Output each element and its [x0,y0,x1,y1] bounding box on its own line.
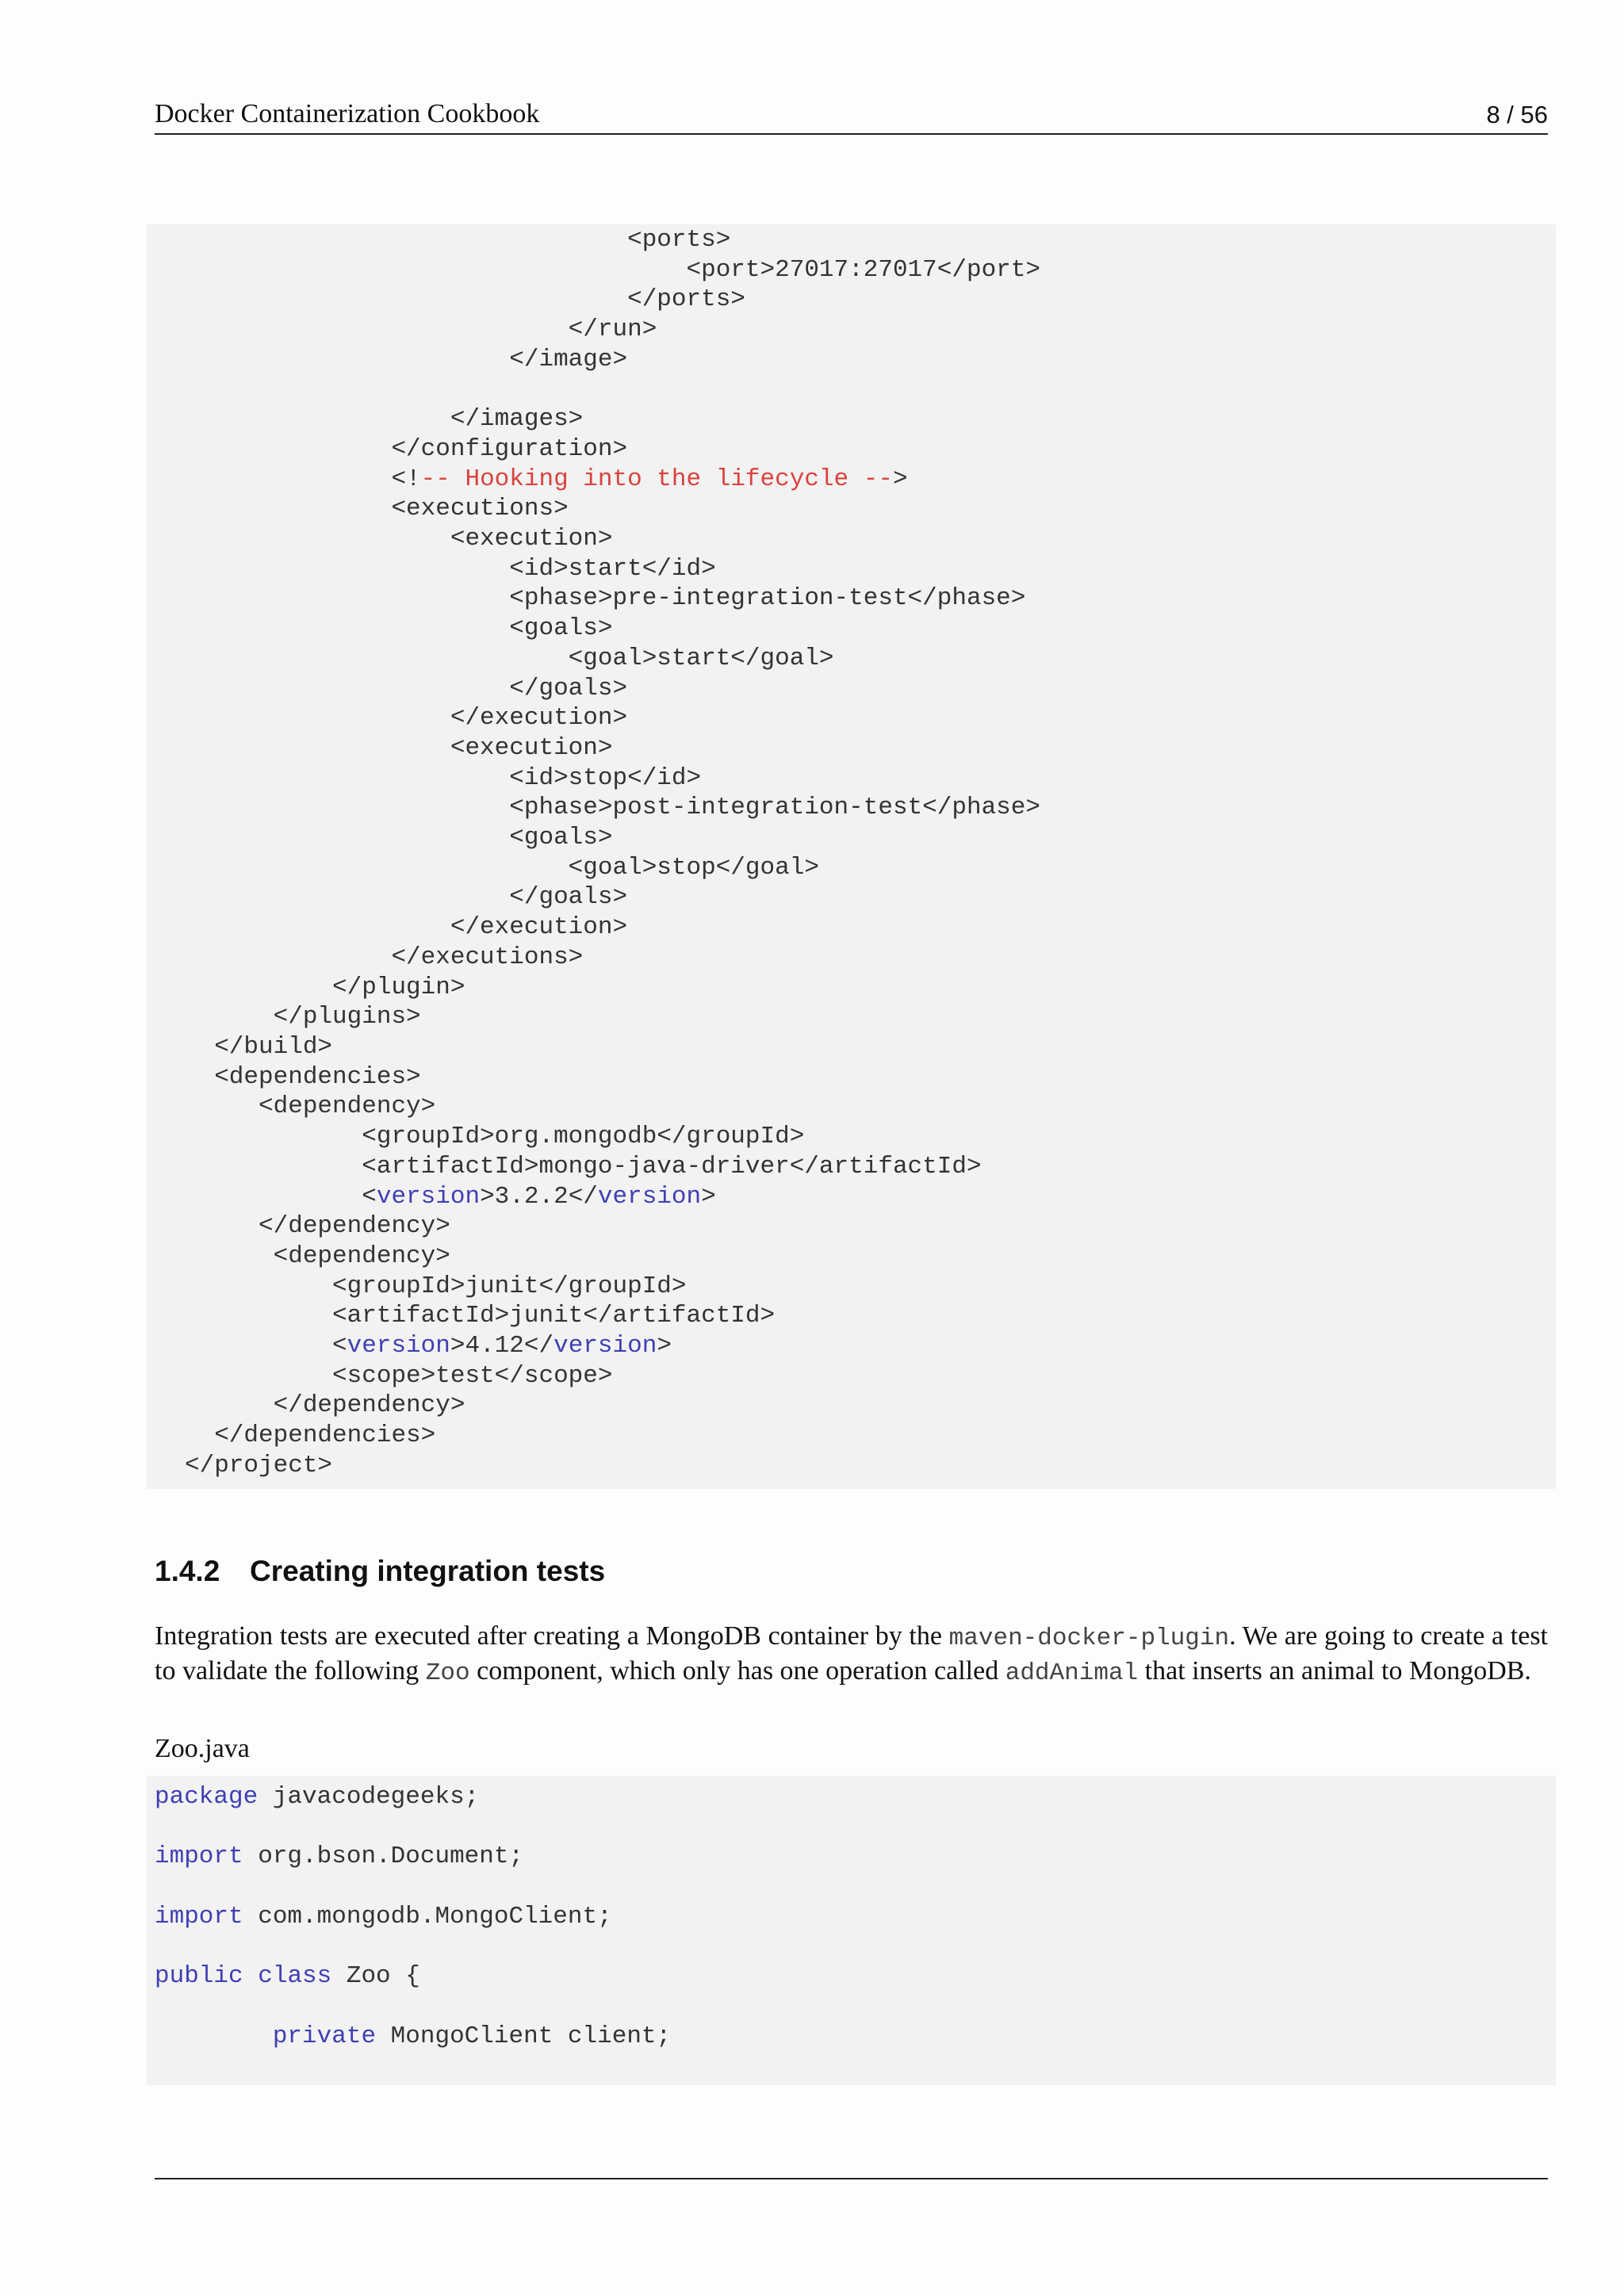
code-line: <id>start</id> [185,554,716,583]
code-line: <phase>post-integration-test</phase> [185,794,1040,822]
code-line: <goals> [185,614,613,643]
section-number: 1.4.2 [155,1555,220,1587]
section-title: Creating integration tests [250,1555,606,1587]
java-code-listing [155,1782,671,2051]
code-line: <phase>pre-integration-test</phase> [185,584,1026,613]
code-line: <version>3.2.2</version> [185,1182,716,1211]
code-line: <goal>start</goal> [185,644,834,672]
code-line: package javacodegeeks; [155,1783,480,1811]
page-header [155,95,1548,135]
code-line: <version>4.12</version> [185,1332,672,1360]
section-heading [155,1554,605,1589]
code-line: <groupId>junit</groupId> [185,1272,687,1300]
code-line: </goals> [185,674,628,702]
code-line: import org.bson.Document; [155,1843,524,1871]
code-line: <artifactId>mongo-java-driver</artifactId> [185,1152,982,1181]
paragraph-text: . We are going to create a test to validate the following [155,1621,1549,1686]
code-line: <execution> [185,733,613,762]
code-line: private MongoClient client; [272,2022,672,2050]
code-line: </executions> [185,943,584,971]
code-line: public class Zoo { [155,1962,420,1991]
code-line: </ports> [185,285,745,314]
paragraph-text: that inserts an animal to MongoDB. [1138,1656,1531,1686]
code-line: <execution> [185,525,613,553]
inline-code-zoo: Zoo [425,1659,470,1687]
code-line: <id>stop</id> [185,763,702,792]
code-line: <dependencies> [185,1062,421,1091]
paragraph-text: component, which only has one operation called [469,1656,1005,1686]
page-number: 8 / 56 [1486,101,1548,128]
code-line: </execution> [185,913,628,942]
code-line: <scope>test</scope> [185,1361,613,1390]
code-line: </image> [185,345,628,373]
code-line: <dependency> [185,1242,450,1270]
code-line: </configuration> [185,434,628,463]
xml-code-listing [185,225,1040,1481]
code-line: <dependency> [185,1093,436,1121]
code-line: </dependencies> [185,1422,436,1450]
code-line: </dependency> [185,1212,450,1241]
code-line: <goals> [185,824,613,852]
code-line: </execution> [185,704,628,733]
code-line: </goals> [185,883,628,912]
code-line: <goal>stop</goal> [185,853,819,882]
book-title: Docker Containerization Cookbook [155,99,540,128]
code-line: import com.mongodb.MongoClient; [155,1902,612,1931]
footer-rule [155,2178,1548,2179]
code-line: </build> [185,1032,333,1061]
body-paragraph [155,1620,1548,1689]
paragraph-text: Integration tests are executed after creating a MongoDB container by the [155,1621,949,1651]
xml-code-block [147,224,1556,1489]
code-line: <!-- Hooking into the lifecycle --> [185,465,908,493]
code-line: </dependency> [185,1391,465,1420]
code-line: </project> [185,1451,333,1479]
code-line: </plugins> [185,1003,421,1031]
code-line: <executions> [185,495,569,523]
java-code-block [147,1776,1556,2085]
file-caption: Zoo.java [155,1734,250,1763]
code-line: <artifactId>junit</artifactId> [185,1302,776,1330]
inline-code-add-animal: addAnimal [1005,1659,1139,1687]
code-line: <ports> [185,226,731,254]
code-line: <groupId>org.mongodb</groupId> [185,1123,805,1151]
code-line: <port>27017:27017</port> [185,255,1040,284]
code-line: </run> [185,316,657,344]
code-line: </plugin> [185,973,465,1001]
code-line: </images> [185,405,584,434]
inline-code-plugin: maven-docker-plugin [948,1624,1230,1652]
